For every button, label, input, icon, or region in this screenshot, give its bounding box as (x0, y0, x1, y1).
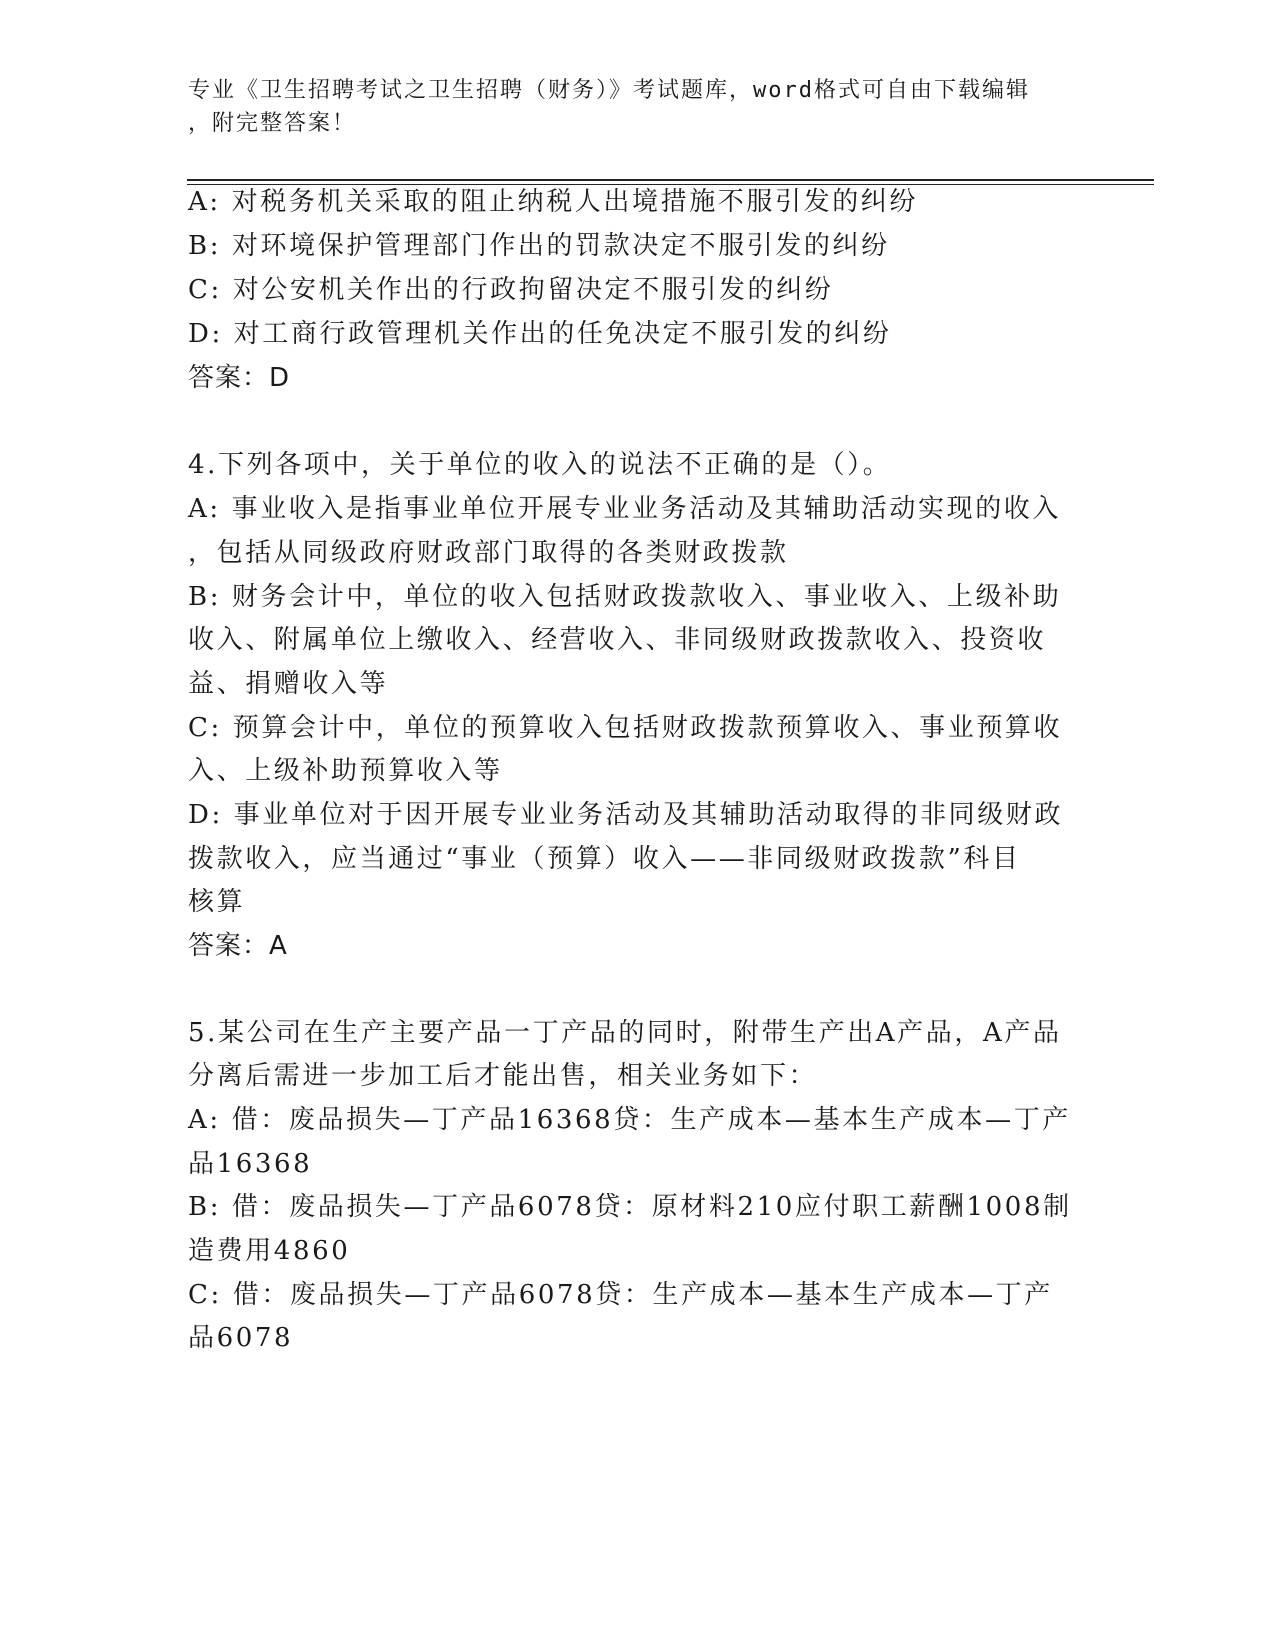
q5-line-1: 5.某公司在生产主要产品一丁产品的同时，附带生产出A产品，A产品 (188, 1018, 1062, 1048)
q5-line-5: B: 借：废品损失—丁产品6078贷：原材料210应付职工薪酬1008制 (188, 1192, 1072, 1222)
header-line-2: ，附完整答案！ (188, 111, 357, 136)
q4-line-2: ，包括从同级政府财政部门取得的各类财政拨款 (188, 538, 789, 568)
q4-line-9: 拨款收入，应当通过“事业（预算）收入——非同级财政拨款”科目 (188, 844, 1021, 874)
q3-answer: 答案：D (188, 363, 291, 393)
q3-option-d: D: 对工商行政管理机关作出的任免决定不服引发的纠纷 (188, 319, 892, 349)
q5-line-8: 品6078 (188, 1323, 294, 1353)
q4-line-7: 入、上级补助预算收入等 (188, 756, 503, 786)
q3-option-b: B: 对环境保护管理部门作出的罚款决定不服引发的纠纷 (188, 231, 890, 261)
q4-line-3: B: 财务会计中，单位的收入包括财政拨款收入、事业收入、上级补助 (188, 582, 1062, 612)
q5-line-7: C: 借：废品损失—丁产品6078贷：生产成本—基本生产成本—丁产 (188, 1280, 1053, 1310)
header-divider-thin (187, 184, 1154, 185)
q5-line-4: 品16368 (188, 1149, 313, 1179)
q4-line-4: 收入、附属单位上缴收入、经营收入、非同级财政拨款收入、投资收 (188, 625, 1047, 655)
header-divider-thick (187, 179, 1154, 181)
q4-stem: 4.下列各项中，关于单位的收入的说法不正确的是（）。 (188, 450, 892, 480)
q4-line-10: 核算 (188, 887, 246, 917)
q4-line-5: 益、捐赠收入等 (188, 669, 389, 699)
q3-option-a: A: 对税务机关采取的阻止纳税人出境措施不服引发的纠纷 (188, 187, 919, 217)
q4-answer: 答案：A (188, 931, 288, 961)
q3-option-c: C: 对公安机关作出的行政拘留决定不服引发的纠纷 (188, 275, 834, 305)
q5-line-2: 分离后需进一步加工后才能出售，相关业务如下： (188, 1061, 818, 1091)
header-line-1: 专业《卫生招聘考试之卫生招聘（财务）》考试题库，word格式可自由下载编辑 (188, 78, 1030, 103)
q4-line-6: C: 预算会计中，单位的预算收入包括财政拨款预算收入、事业预算收 (188, 713, 1063, 743)
q4-line-8: D: 事业单位对于因开展专业业务活动及其辅助活动取得的非同级财政 (188, 800, 1064, 830)
q5-line-6: 造费用4860 (188, 1236, 351, 1266)
q5-line-3: A: 借：废品损失—丁产品16368贷：生产成本—基本生产成本—丁产 (188, 1105, 1071, 1135)
document-header (188, 74, 1068, 140)
q4-line-1: A: 事业收入是指事业单位开展专业业务活动及其辅助活动实现的收入 (188, 494, 1062, 524)
